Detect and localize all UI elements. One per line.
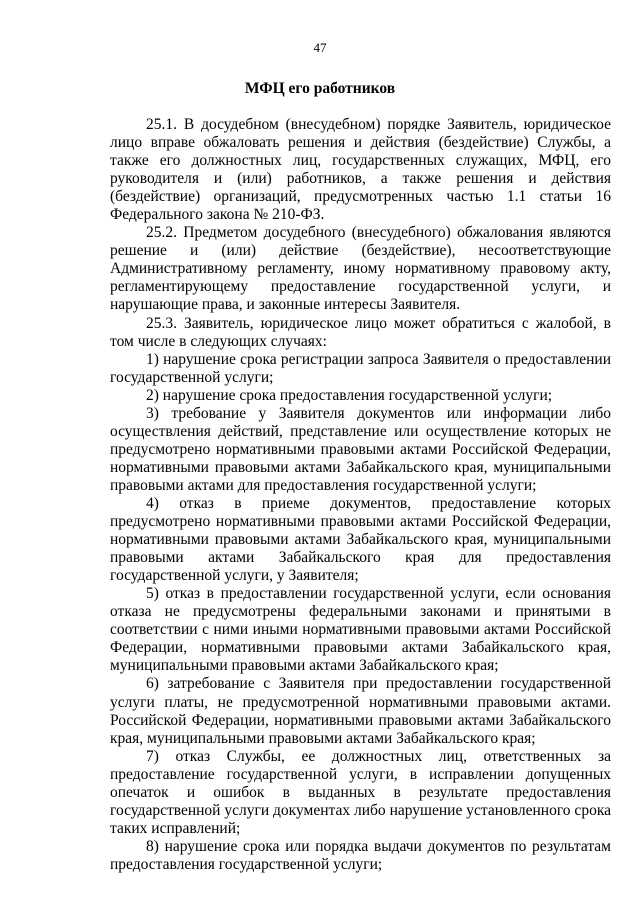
- list-item-3: 3) требование у Заявителя документов или информации либо осуществления действий, представление или осуществление которых не предусмотрено нормативными правовыми актами Российской Федерации, нормативными правовыми актами Забайкальского края, муниципальными правовыми актами для предоставления государственной услуги;: [110, 404, 611, 494]
- list-item-7: 7) отказ Службы, ее должностных лиц, ответственных за предоставление государственной услуги, в исправлении допущенных опечаток и ошибок в выданных в результате предоставления государственной услуги документах либо нарушение установленного срока таких исправлений;: [110, 747, 611, 837]
- list-item-8: 8) нарушение срока или порядка выдачи документов по результатам предоставления государственной услуги;: [110, 837, 611, 873]
- page-number: 47: [313, 40, 327, 55]
- list-item-1: 1) нарушение срока регистрации запроса Заявителя о предоставлении государственной услуги;: [110, 350, 611, 386]
- list-item-2: 2) нарушение срока предоставления государственной услуги;: [146, 386, 553, 404]
- list-item-6: 6) затребование с Заявителя при предоставлении государственной услуги платы, не предусмотренной нормативными правовыми актами. Российской Федерации, нормативными правовыми актами Забайкальского края, муниципальными правовыми актами Забайкальского края;: [110, 675, 611, 747]
- paragraph-25-1: 25.1. В досудебном (внесудебном) порядке Заявитель, юридическое лицо вправе обжаловать решения и действия (бездействие) Службы, а также его должностных лиц, государственных служащих, МФЦ, его руководителя и (или) работников, а также решения и действия (бездействие) организаций, предусмотренных частью 1.1 статьи 16 Федерального закона № 210-ФЗ.: [110, 116, 611, 224]
- list-item-5: 5) отказ в предоставлении государственной услуги, если основания отказа не предусмотрены федеральными законами и принятыми в соответствии с ними иными нормативными правовыми актами Российской Федерации, нормативными правовыми актами Забайкальского края, муниципальными правовыми актами Забайкальского края;: [110, 585, 611, 675]
- paragraph-25-3: 25.3. Заявитель, юридическое лицо может обратиться с жалобой, в том числе в следующих случаях:: [110, 314, 611, 350]
- list-item-4: 4) отказ в приеме документов, предоставление которых предусмотрено нормативными правовыми актами Российской Федерации, нормативными правовыми актами Забайкальского края, муниципальными правовыми актами Забайкальского края для предоставления государственной услуги, у Заявителя;: [110, 494, 611, 585]
- paragraph-25-2: 25.2. Предметом досудебного (внесудебного) обжалования являются решение и (или) действие (бездействие), несоответствующие Административному регламенту, иному нормативному правовому акту, регламентирующему предоставление государственной услуги, и нарушающие права, и законные интересы Заявителя.: [110, 224, 611, 314]
- section-heading: МФЦ его работников: [244, 80, 396, 97]
- document-body: [110, 116, 611, 874]
